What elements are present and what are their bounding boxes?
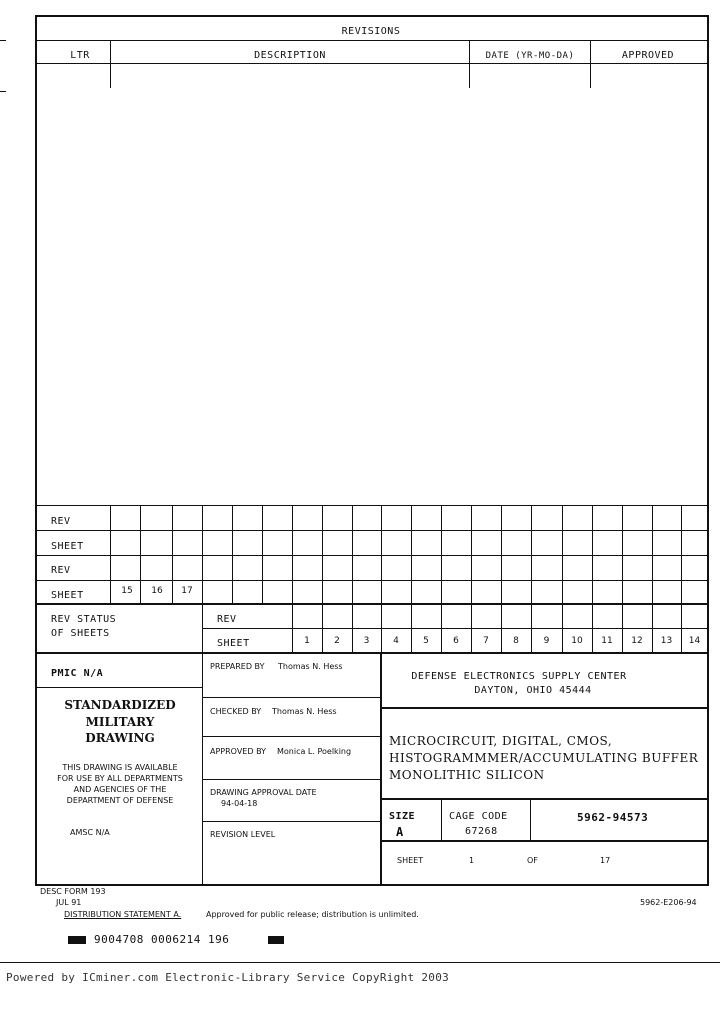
grid-line [592,505,593,603]
form-date: JUL 91 [56,898,82,907]
form-number: DESC FORM 193 [40,887,106,896]
sheet-value: 1 [469,856,475,865]
margin-tick [0,91,6,92]
revision-level-label: REVISION LEVEL [210,830,276,839]
title-line: HISTOGRAMMMER/ACCUMULATING BUFFER [389,751,699,765]
sheet-number: 4 [393,636,399,646]
cage-code-label: CAGE CODE [449,811,508,822]
revisions-title: REVISIONS [341,26,401,37]
grid-line [262,505,263,603]
sheet-number: 3 [363,636,370,646]
rev-status-label: REV STATUS [51,614,117,625]
ltr-header: LTR [70,50,90,61]
distribution-statement-label: DISTRIBUTION STATEMENT A. [64,910,182,919]
availability-text: THIS DRAWING IS AVAILABLE [62,763,178,772]
grid-line [471,505,472,603]
sheet-number: 17 [181,586,193,596]
grid-line [622,505,623,603]
availability-text: FOR USE BY ALL DEPARTMENTS [57,774,183,783]
sheet-number: 11 [601,636,613,646]
margin-tick [0,40,6,41]
description-header: DESCRIPTION [254,50,326,61]
pmic-label: PMIC N/A [51,668,104,679]
grid-line [172,505,173,603]
approved-by-label: APPROVED BY [210,747,267,756]
of-sheets-label: OF SHEETS [51,628,110,639]
grid-line [322,505,323,603]
grid-line [352,505,353,603]
title-line: MONOLITHIC SILICON [389,768,545,782]
grid-line [202,505,203,603]
sheet-number: 15 [121,586,133,596]
rev-label: REV [217,614,237,625]
barcode-mark [268,936,284,944]
grid-line [531,505,532,603]
date-header: DATE (YR-MO-DA) [485,51,575,61]
sheet-number: 14 [688,636,701,646]
grid-line [232,505,233,603]
approved-header: APPROVED [621,50,675,61]
availability-text: DEPARTMENT OF DEFENSE [66,796,174,805]
prepared-by-label: PREPARED BY [210,662,265,671]
military-title: MILITARY [85,715,155,729]
availability-text: AND AGENCIES OF THE [73,785,167,794]
grid-line [441,505,442,603]
sheet-number: 9 [543,636,550,646]
grid-line [501,505,502,603]
approved-by-name: Monica L. Poelking [277,747,352,756]
drawing-code: 5962-E206-94 [640,898,697,907]
sheet-number: 13 [660,636,673,646]
sheet-number: 6 [453,636,459,646]
grid-line [562,505,563,603]
sheet-number: 10 [571,636,583,646]
sheet-number: 8 [513,636,519,646]
rev-label: REV [51,516,71,527]
grid-line [110,505,111,603]
size-label: SIZE [389,811,416,822]
sheet-number: 2 [334,636,340,646]
barcode-mark [68,936,86,944]
cage-code-value: 67268 [465,826,498,837]
sheet-number: 12 [631,636,643,646]
standardized-title: STANDARDIZED [64,698,176,712]
grid-line [681,505,682,603]
org-name: DEFENSE ELECTRONICS SUPPLY CENTER [411,671,627,682]
grid-line [292,505,293,603]
approval-date-label: DRAWING APPROVAL DATE [210,788,317,797]
sheet-number: 16 [151,586,163,596]
of-label: OF [527,856,538,865]
drawing-number: 5962-94573 [577,811,649,824]
rev-label: REV [51,565,71,576]
sheet-label: SHEET [397,856,424,865]
powered-by-line: Powered by ICminer.com Electronic-Library Service CopyRight 2003 [6,971,450,984]
distribution-statement-text: Approved for public release; distribution is unlimited. [206,910,419,919]
grid-line [140,505,141,603]
sheet-label: SHEET [51,590,84,601]
prepared-by-name: Thomas N. Hess [278,662,343,671]
grid-line [411,505,412,603]
approval-date-value: 94-04-18 [221,799,258,808]
sheet-label: SHEET [217,638,250,649]
grid-line [381,505,382,603]
sheet-label: SHEET [51,541,84,552]
org-address: DAYTON, OHIO 45444 [474,685,592,696]
size-value: A [396,825,404,839]
sheet-number: 5 [423,636,429,646]
grid-line [652,505,653,603]
sheet-number: 7 [483,636,489,646]
sheet-number: 1 [304,636,310,646]
amsc-label: AMSC N/A [70,828,110,837]
title-line: MICROCIRCUIT, DIGITAL, CMOS, [389,734,613,748]
checked-by-label: CHECKED BY [210,707,262,716]
drawing-title: DRAWING [85,731,155,745]
of-value: 17 [600,856,611,865]
checked-by-name: Thomas N. Hess [272,707,337,716]
barcode-text: 9004708 0006214 196 [94,933,230,946]
